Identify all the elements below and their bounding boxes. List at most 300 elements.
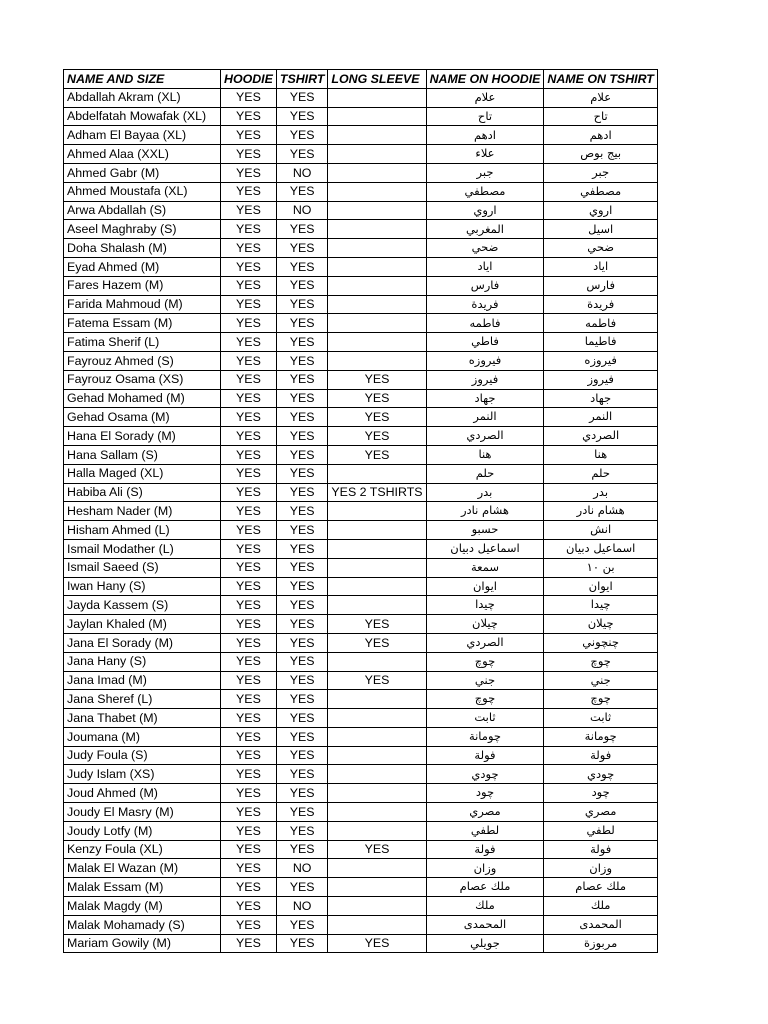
name-and-size-cell: Adham El Bayaa (XL) bbox=[64, 126, 221, 145]
name-and-size-cell: Abdallah Akram (XL) bbox=[64, 88, 221, 107]
table-row bbox=[64, 88, 658, 107]
hoodie-cell: YES bbox=[221, 351, 277, 370]
hoodie-cell: YES bbox=[221, 182, 277, 201]
long-sleeve-cell bbox=[328, 351, 426, 370]
long-sleeve-cell bbox=[328, 314, 426, 333]
name-and-size-cell: Malak Essam (M) bbox=[64, 878, 221, 897]
tshirt-cell: YES bbox=[276, 633, 328, 652]
table-row bbox=[64, 709, 658, 728]
name-and-size-cell: Farida Mahmoud (M) bbox=[64, 295, 221, 314]
long-sleeve-cell bbox=[328, 257, 426, 276]
long-sleeve-cell: YES bbox=[328, 633, 426, 652]
hoodie-cell: YES bbox=[221, 577, 277, 596]
name-and-size-cell: Hisham Ahmed (L) bbox=[64, 521, 221, 540]
tshirt-cell: NO bbox=[276, 859, 328, 878]
hoodie-cell: YES bbox=[221, 126, 277, 145]
table-row bbox=[64, 239, 658, 258]
name-on-tshirt-cell: بيج بوص bbox=[544, 145, 657, 164]
long-sleeve-cell bbox=[328, 521, 426, 540]
name-on-tshirt-cell: حلم bbox=[544, 464, 657, 483]
tshirt-cell: YES bbox=[276, 107, 328, 126]
name-and-size-cell: Habiba Ali (S) bbox=[64, 483, 221, 502]
hoodie-cell: YES bbox=[221, 915, 277, 934]
tshirt-cell: YES bbox=[276, 502, 328, 521]
name-and-size-cell: Fares Hazem (M) bbox=[64, 276, 221, 295]
long-sleeve-cell bbox=[328, 577, 426, 596]
hoodie-cell: YES bbox=[221, 671, 277, 690]
long-sleeve-cell bbox=[328, 276, 426, 295]
name-on-tshirt-cell: الصردي bbox=[544, 427, 657, 446]
tshirt-cell: YES bbox=[276, 351, 328, 370]
tshirt-cell: YES bbox=[276, 182, 328, 201]
table-row bbox=[64, 333, 658, 352]
table-row bbox=[64, 878, 658, 897]
tshirt-cell: YES bbox=[276, 746, 328, 765]
tshirt-cell: YES bbox=[276, 126, 328, 145]
hoodie-cell: YES bbox=[221, 521, 277, 540]
hoodie-cell: YES bbox=[221, 220, 277, 239]
table-row bbox=[64, 182, 658, 201]
long-sleeve-cell bbox=[328, 295, 426, 314]
long-sleeve-cell bbox=[328, 765, 426, 784]
tshirt-cell: YES bbox=[276, 652, 328, 671]
hoodie-cell: YES bbox=[221, 370, 277, 389]
header-name-on-tshirt: NAME ON TSHIRT bbox=[544, 70, 657, 89]
name-on-tshirt-cell: چوچ bbox=[544, 690, 657, 709]
name-on-hoodie-cell: حسبو bbox=[426, 521, 544, 540]
tshirt-cell: YES bbox=[276, 821, 328, 840]
name-and-size-cell: Fatima Sherif (L) bbox=[64, 333, 221, 352]
tshirt-cell: YES bbox=[276, 333, 328, 352]
long-sleeve-cell bbox=[328, 803, 426, 822]
name-on-hoodie-cell: اسماعيل دبيان bbox=[426, 539, 544, 558]
name-on-hoodie-cell: سمعة bbox=[426, 558, 544, 577]
table-row bbox=[64, 126, 658, 145]
hoodie-cell: YES bbox=[221, 539, 277, 558]
hoodie-cell: YES bbox=[221, 201, 277, 220]
tshirt-cell: YES bbox=[276, 145, 328, 164]
name-on-hoodie-cell: النمر bbox=[426, 408, 544, 427]
table-row bbox=[64, 897, 658, 916]
name-on-tshirt-cell: جبر bbox=[544, 163, 657, 182]
tshirt-cell: YES bbox=[276, 934, 328, 953]
name-on-tshirt-cell: چوچ bbox=[544, 652, 657, 671]
hoodie-cell: YES bbox=[221, 765, 277, 784]
tshirt-cell: YES bbox=[276, 727, 328, 746]
long-sleeve-cell bbox=[328, 107, 426, 126]
tshirt-cell: YES bbox=[276, 690, 328, 709]
hoodie-cell: YES bbox=[221, 239, 277, 258]
name-on-tshirt-cell: فولة bbox=[544, 840, 657, 859]
name-on-hoodie-cell: جبر bbox=[426, 163, 544, 182]
name-on-tshirt-cell: فاطيما bbox=[544, 333, 657, 352]
name-on-hoodie-cell: فاطي bbox=[426, 333, 544, 352]
name-on-tshirt-cell: جهاد bbox=[544, 389, 657, 408]
tshirt-cell: YES bbox=[276, 521, 328, 540]
hoodie-cell: YES bbox=[221, 483, 277, 502]
hoodie-cell: YES bbox=[221, 878, 277, 897]
long-sleeve-cell bbox=[328, 727, 426, 746]
hoodie-cell: YES bbox=[221, 803, 277, 822]
name-on-tshirt-cell: فيروزه bbox=[544, 351, 657, 370]
long-sleeve-cell bbox=[328, 690, 426, 709]
table-row bbox=[64, 427, 658, 446]
long-sleeve-cell bbox=[328, 897, 426, 916]
header-hoodie: HOODIE bbox=[221, 70, 277, 89]
name-on-tshirt-cell: ثابت bbox=[544, 709, 657, 728]
name-and-size-cell: Mariam Gowily (M) bbox=[64, 934, 221, 953]
tshirt-cell: YES bbox=[276, 915, 328, 934]
table-row bbox=[64, 690, 658, 709]
name-on-hoodie-cell: جويلي bbox=[426, 934, 544, 953]
table-row bbox=[64, 615, 658, 634]
name-on-tshirt-cell: هنا bbox=[544, 445, 657, 464]
table-row bbox=[64, 915, 658, 934]
name-and-size-cell: Joud Ahmed (M) bbox=[64, 784, 221, 803]
name-on-tshirt-cell: ايوان bbox=[544, 577, 657, 596]
name-on-hoodie-cell: فيروزه bbox=[426, 351, 544, 370]
tshirt-cell: YES bbox=[276, 445, 328, 464]
name-and-size-cell: Ahmed Alaa (XXL) bbox=[64, 145, 221, 164]
tshirt-cell: YES bbox=[276, 709, 328, 728]
name-on-hoodie-cell: الصردي bbox=[426, 633, 544, 652]
name-on-hoodie-cell: چيلان bbox=[426, 615, 544, 634]
hoodie-cell: YES bbox=[221, 276, 277, 295]
name-on-tshirt-cell: لطفي bbox=[544, 821, 657, 840]
hoodie-cell: YES bbox=[221, 408, 277, 427]
hoodie-cell: YES bbox=[221, 821, 277, 840]
long-sleeve-cell bbox=[328, 220, 426, 239]
hoodie-cell: YES bbox=[221, 295, 277, 314]
hoodie-cell: YES bbox=[221, 427, 277, 446]
tshirt-cell: YES bbox=[276, 389, 328, 408]
name-on-tshirt-cell: ملك عصام bbox=[544, 878, 657, 897]
name-on-hoodie-cell: جهاد bbox=[426, 389, 544, 408]
name-on-tshirt-cell: چود bbox=[544, 784, 657, 803]
hoodie-cell: YES bbox=[221, 633, 277, 652]
table-row bbox=[64, 784, 658, 803]
tshirt-cell: NO bbox=[276, 163, 328, 182]
name-on-hoodie-cell: ثابت bbox=[426, 709, 544, 728]
table-row bbox=[64, 445, 658, 464]
long-sleeve-cell: YES bbox=[328, 427, 426, 446]
long-sleeve-cell bbox=[328, 558, 426, 577]
name-and-size-cell: Jana Imad (M) bbox=[64, 671, 221, 690]
table-row bbox=[64, 276, 658, 295]
long-sleeve-cell bbox=[328, 182, 426, 201]
name-and-size-cell: Judy Islam (XS) bbox=[64, 765, 221, 784]
hoodie-cell: YES bbox=[221, 502, 277, 521]
name-on-hoodie-cell: فيروز bbox=[426, 370, 544, 389]
name-and-size-cell: Abdelfatah Mowafak (XL) bbox=[64, 107, 221, 126]
long-sleeve-cell: YES bbox=[328, 370, 426, 389]
name-on-hoodie-cell: مصطفي bbox=[426, 182, 544, 201]
long-sleeve-cell bbox=[328, 201, 426, 220]
tshirt-cell: YES bbox=[276, 408, 328, 427]
hoodie-cell: YES bbox=[221, 840, 277, 859]
name-on-hoodie-cell: ضحي bbox=[426, 239, 544, 258]
name-on-tshirt-cell: وزان bbox=[544, 859, 657, 878]
name-on-tshirt-cell: فيروز bbox=[544, 370, 657, 389]
name-and-size-cell: Ahmed Gabr (M) bbox=[64, 163, 221, 182]
long-sleeve-cell: YES bbox=[328, 840, 426, 859]
name-and-size-cell: Joudy Lotfy (M) bbox=[64, 821, 221, 840]
name-on-hoodie-cell: اياد bbox=[426, 257, 544, 276]
table-row bbox=[64, 295, 658, 314]
long-sleeve-cell: YES 2 TSHIRTS bbox=[328, 483, 426, 502]
name-on-hoodie-cell: ملك عصام bbox=[426, 878, 544, 897]
tshirt-cell: YES bbox=[276, 615, 328, 634]
table-row bbox=[64, 351, 658, 370]
hoodie-cell: YES bbox=[221, 859, 277, 878]
name-on-tshirt-cell: ادهم bbox=[544, 126, 657, 145]
table-row bbox=[64, 577, 658, 596]
long-sleeve-cell bbox=[328, 596, 426, 615]
table-row bbox=[64, 652, 658, 671]
name-on-tshirt-cell: المحمدى bbox=[544, 915, 657, 934]
name-on-tshirt-cell: اروي bbox=[544, 201, 657, 220]
name-on-hoodie-cell: چود bbox=[426, 784, 544, 803]
name-and-size-cell: Jana El Sorady (M) bbox=[64, 633, 221, 652]
table-row bbox=[64, 314, 658, 333]
name-on-hoodie-cell: ملك bbox=[426, 897, 544, 916]
name-on-hoodie-cell: مصري bbox=[426, 803, 544, 822]
name-and-size-cell: Judy Foula (S) bbox=[64, 746, 221, 765]
name-and-size-cell: Fayrouz Osama (XS) bbox=[64, 370, 221, 389]
name-on-hoodie-cell: هشام نادر bbox=[426, 502, 544, 521]
name-and-size-cell: Gehad Mohamed (M) bbox=[64, 389, 221, 408]
name-and-size-cell: Ismail Modather (L) bbox=[64, 539, 221, 558]
name-on-tshirt-cell: چيلان bbox=[544, 615, 657, 634]
name-on-tshirt-cell: انش bbox=[544, 521, 657, 540]
name-on-tshirt-cell: ضحي bbox=[544, 239, 657, 258]
tshirt-cell: YES bbox=[276, 257, 328, 276]
name-on-hoodie-cell: جني bbox=[426, 671, 544, 690]
hoodie-cell: YES bbox=[221, 784, 277, 803]
table-row bbox=[64, 840, 658, 859]
long-sleeve-cell: YES bbox=[328, 445, 426, 464]
table-row bbox=[64, 765, 658, 784]
table-row bbox=[64, 502, 658, 521]
orders-table bbox=[63, 69, 658, 953]
name-on-tshirt-cell: فارس bbox=[544, 276, 657, 295]
name-and-size-cell: Ismail Saeed (S) bbox=[64, 558, 221, 577]
name-and-size-cell: Arwa Abdallah (S) bbox=[64, 201, 221, 220]
name-on-tshirt-cell: چودي bbox=[544, 765, 657, 784]
table-row bbox=[64, 746, 658, 765]
name-on-hoodie-cell: علام bbox=[426, 88, 544, 107]
name-on-hoodie-cell: چومانة bbox=[426, 727, 544, 746]
name-on-hoodie-cell: چودي bbox=[426, 765, 544, 784]
name-on-tshirt-cell: هشام نادر bbox=[544, 502, 657, 521]
name-on-hoodie-cell: وزان bbox=[426, 859, 544, 878]
table-row bbox=[64, 633, 658, 652]
tshirt-cell: YES bbox=[276, 840, 328, 859]
long-sleeve-cell: YES bbox=[328, 934, 426, 953]
hoodie-cell: YES bbox=[221, 333, 277, 352]
name-and-size-cell: Jana Hany (S) bbox=[64, 652, 221, 671]
name-on-hoodie-cell: چيدا bbox=[426, 596, 544, 615]
long-sleeve-cell: YES bbox=[328, 389, 426, 408]
name-and-size-cell: Gehad Osama (M) bbox=[64, 408, 221, 427]
hoodie-cell: YES bbox=[221, 145, 277, 164]
table-row bbox=[64, 107, 658, 126]
header-tshirt: TSHIRT bbox=[276, 70, 328, 89]
table-row bbox=[64, 483, 658, 502]
long-sleeve-cell: YES bbox=[328, 671, 426, 690]
hoodie-cell: YES bbox=[221, 897, 277, 916]
name-and-size-cell: Malak Magdy (M) bbox=[64, 897, 221, 916]
name-on-hoodie-cell: بدر bbox=[426, 483, 544, 502]
name-and-size-cell: Ahmed Moustafa (XL) bbox=[64, 182, 221, 201]
tshirt-cell: YES bbox=[276, 539, 328, 558]
name-and-size-cell: Fatema Essam (M) bbox=[64, 314, 221, 333]
name-on-tshirt-cell: ملك bbox=[544, 897, 657, 916]
name-on-tshirt-cell: فاطمه bbox=[544, 314, 657, 333]
hoodie-cell: YES bbox=[221, 596, 277, 615]
tshirt-cell: YES bbox=[276, 577, 328, 596]
name-and-size-cell: Joudy El Masry (M) bbox=[64, 803, 221, 822]
name-on-hoodie-cell: لطفي bbox=[426, 821, 544, 840]
table-row bbox=[64, 539, 658, 558]
name-on-hoodie-cell: فولة bbox=[426, 840, 544, 859]
long-sleeve-cell bbox=[328, 163, 426, 182]
long-sleeve-cell bbox=[328, 878, 426, 897]
tshirt-cell: YES bbox=[276, 803, 328, 822]
hoodie-cell: YES bbox=[221, 314, 277, 333]
name-and-size-cell: Fayrouz Ahmed (S) bbox=[64, 351, 221, 370]
name-on-hoodie-cell: فولة bbox=[426, 746, 544, 765]
name-on-tshirt-cell: تاح bbox=[544, 107, 657, 126]
name-and-size-cell: Jana Sheref (L) bbox=[64, 690, 221, 709]
long-sleeve-cell bbox=[328, 88, 426, 107]
name-on-hoodie-cell: ادهم bbox=[426, 126, 544, 145]
name-and-size-cell: Hana Sallam (S) bbox=[64, 445, 221, 464]
table-row bbox=[64, 558, 658, 577]
hoodie-cell: YES bbox=[221, 558, 277, 577]
hoodie-cell: YES bbox=[221, 464, 277, 483]
name-and-size-cell: Jaylan Khaled (M) bbox=[64, 615, 221, 634]
name-on-hoodie-cell: ايوان bbox=[426, 577, 544, 596]
name-on-tshirt-cell: فريدة bbox=[544, 295, 657, 314]
tshirt-cell: YES bbox=[276, 784, 328, 803]
table-row bbox=[64, 727, 658, 746]
hoodie-cell: YES bbox=[221, 389, 277, 408]
hoodie-cell: YES bbox=[221, 746, 277, 765]
table-row bbox=[64, 821, 658, 840]
long-sleeve-cell bbox=[328, 239, 426, 258]
name-on-hoodie-cell: اروي bbox=[426, 201, 544, 220]
name-on-tshirt-cell: اسيل bbox=[544, 220, 657, 239]
hoodie-cell: YES bbox=[221, 615, 277, 634]
hoodie-cell: YES bbox=[221, 652, 277, 671]
name-on-hoodie-cell: تاح bbox=[426, 107, 544, 126]
long-sleeve-cell: YES bbox=[328, 615, 426, 634]
long-sleeve-cell bbox=[328, 333, 426, 352]
tshirt-cell: YES bbox=[276, 88, 328, 107]
table-row bbox=[64, 163, 658, 182]
long-sleeve-cell bbox=[328, 145, 426, 164]
hoodie-cell: YES bbox=[221, 163, 277, 182]
long-sleeve-cell bbox=[328, 502, 426, 521]
name-on-tshirt-cell: مربوزة bbox=[544, 934, 657, 953]
name-on-hoodie-cell: علاء bbox=[426, 145, 544, 164]
table-row bbox=[64, 934, 658, 953]
name-on-tshirt-cell: چومانة bbox=[544, 727, 657, 746]
hoodie-cell: YES bbox=[221, 934, 277, 953]
name-and-size-cell: Malak Mohamady (S) bbox=[64, 915, 221, 934]
name-on-hoodie-cell: فريدة bbox=[426, 295, 544, 314]
table-row bbox=[64, 389, 658, 408]
long-sleeve-cell bbox=[328, 652, 426, 671]
name-on-hoodie-cell: حلم bbox=[426, 464, 544, 483]
hoodie-cell: YES bbox=[221, 709, 277, 728]
name-and-size-cell: Eyad Ahmed (M) bbox=[64, 257, 221, 276]
tshirt-cell: YES bbox=[276, 765, 328, 784]
name-and-size-cell: Halla Maged (XL) bbox=[64, 464, 221, 483]
tshirt-cell: YES bbox=[276, 370, 328, 389]
tshirt-cell: YES bbox=[276, 483, 328, 502]
name-and-size-cell: Doha Shalash (M) bbox=[64, 239, 221, 258]
tshirt-cell: YES bbox=[276, 276, 328, 295]
table-row bbox=[64, 521, 658, 540]
table-row bbox=[64, 257, 658, 276]
tshirt-cell: YES bbox=[276, 558, 328, 577]
name-on-tshirt-cell: بن ١٠ bbox=[544, 558, 657, 577]
name-on-hoodie-cell: فارس bbox=[426, 276, 544, 295]
table-row bbox=[64, 145, 658, 164]
tshirt-cell: YES bbox=[276, 220, 328, 239]
name-and-size-cell: Joumana (M) bbox=[64, 727, 221, 746]
name-on-hoodie-cell: هنا bbox=[426, 445, 544, 464]
name-and-size-cell: Iwan Hany (S) bbox=[64, 577, 221, 596]
name-on-tshirt-cell: چيدا bbox=[544, 596, 657, 615]
name-and-size-cell: Jayda Kassem (S) bbox=[64, 596, 221, 615]
header-name-and-size: NAME AND SIZE bbox=[64, 70, 221, 89]
name-and-size-cell: Hana El Sorady (M) bbox=[64, 427, 221, 446]
table-row bbox=[64, 370, 658, 389]
name-on-hoodie-cell: فاطمه bbox=[426, 314, 544, 333]
table-body bbox=[64, 88, 658, 953]
name-and-size-cell: Kenzy Foula (XL) bbox=[64, 840, 221, 859]
name-and-size-cell: Hesham Nader (M) bbox=[64, 502, 221, 521]
long-sleeve-cell bbox=[328, 126, 426, 145]
table-row bbox=[64, 596, 658, 615]
name-on-tshirt-cell: النمر bbox=[544, 408, 657, 427]
tshirt-cell: NO bbox=[276, 201, 328, 220]
tshirt-cell: YES bbox=[276, 464, 328, 483]
hoodie-cell: YES bbox=[221, 88, 277, 107]
header-long-sleeve: LONG SLEEVE bbox=[328, 70, 426, 89]
table-row bbox=[64, 859, 658, 878]
table-row bbox=[64, 464, 658, 483]
name-on-tshirt-cell: چنچوني bbox=[544, 633, 657, 652]
name-on-hoodie-cell: المغربي bbox=[426, 220, 544, 239]
hoodie-cell: YES bbox=[221, 690, 277, 709]
name-on-hoodie-cell: المحمدى bbox=[426, 915, 544, 934]
long-sleeve-cell bbox=[328, 821, 426, 840]
hoodie-cell: YES bbox=[221, 727, 277, 746]
hoodie-cell: YES bbox=[221, 107, 277, 126]
tshirt-cell: NO bbox=[276, 897, 328, 916]
tshirt-cell: YES bbox=[276, 596, 328, 615]
name-and-size-cell: Malak El Wazan (M) bbox=[64, 859, 221, 878]
table-row bbox=[64, 803, 658, 822]
tshirt-cell: YES bbox=[276, 878, 328, 897]
name-on-tshirt-cell: فولة bbox=[544, 746, 657, 765]
name-on-hoodie-cell: الصردي bbox=[426, 427, 544, 446]
tshirt-cell: YES bbox=[276, 671, 328, 690]
